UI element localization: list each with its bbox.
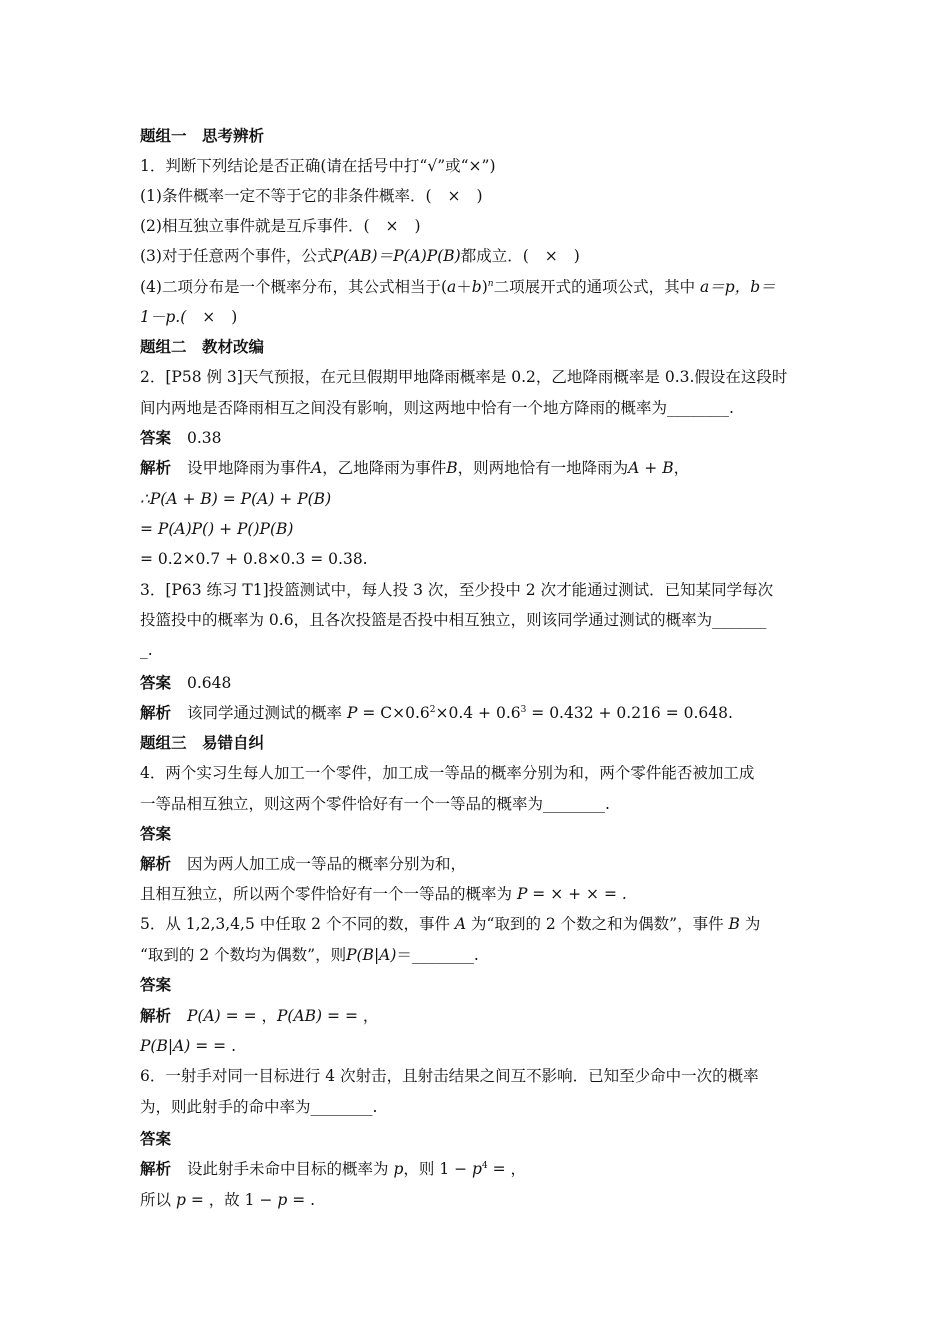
q2-analysis-1: 解析 设甲地降雨为事件A，乙地降雨为事件B，则两地恰有一地降雨为A + B， xyxy=(140,458,690,477)
q1-4-mark: × xyxy=(202,308,216,326)
analysis-label: 解析 xyxy=(140,1159,172,1178)
q5-answer-label: 答案 xyxy=(140,975,172,994)
q3-analysis: 解析 该同学通过测试的概率 $P = C\times 0.6^2\times 0.4 + 0.6^3 = 0.432 + 0.216 = 0.648$. xyxy=(140,703,733,722)
q4-line-2: 一等品相互独立，则这两个零件恰好有一个一等品的概率为________. xyxy=(140,795,610,813)
q1-statement-4-cont: 1－p.( × ) xyxy=(140,308,238,326)
q4-line-1: 4．两个实习生每人加工一个零件，加工成一等品的概率分别为和，两个零件能否被加工成 xyxy=(140,764,755,782)
q4-answer-label: 答案 xyxy=(140,824,172,843)
analysis-label: 解析 xyxy=(140,1006,172,1025)
q5-line-2: “取到的 2 个数均为偶数”，则P(B|A)＝________. xyxy=(140,946,479,964)
q3-answer: 答案 0.648 xyxy=(140,673,232,692)
q2-line-2: 间内两地是否降雨相互之间没有影响，则这两地中恰有一个地方降雨的概率为________. xyxy=(140,399,734,417)
q1-statement-4: (4)二项分布是一个概率分布，其公式相当于$(a+b)^n$二项展开式的通项公式，其中 a＝p，b＝ xyxy=(140,278,776,296)
q6-line-2: 为，则此射手的命中率为________. xyxy=(140,1098,378,1116)
q4-analysis-2: 且相互独立，所以两个零件恰好有一个一等品的概率为 P = × + × = . xyxy=(140,885,627,903)
q6-analysis-1: 解析 设此射手未命中目标的概率为 p，则 $1 - p^4$ = ， xyxy=(140,1159,527,1178)
q5-analysis-1: 解析 P(A) = = ，P(AB) = = ， xyxy=(140,1006,379,1025)
analysis-label: 解析 xyxy=(140,854,172,873)
q1-2-mark: × xyxy=(385,217,399,235)
q2-analysis-2: ∴P(A + B) = P(A) + P(B) xyxy=(140,490,332,508)
q3-line-1: 3．[P63 练习 T1]投篮测试中，每人投 3 次，至少投中 2 次才能通过测试．已知某同学每次 xyxy=(140,581,774,599)
analysis-label: 解析 xyxy=(140,458,172,477)
group2-heading: 题组二 教材改编 xyxy=(140,337,265,356)
q2-analysis-4: = 0.2×0.7 + 0.8×0.3 = 0.38. xyxy=(140,550,368,568)
q3-line-3: _. xyxy=(140,641,153,659)
q1-1-mark: × xyxy=(447,187,461,205)
q6-analysis-2: 所以 p = ，故 1 − p = . xyxy=(140,1191,316,1209)
answer-label: 答案 xyxy=(140,428,172,447)
q2-answer: 答案 0.38 xyxy=(140,428,222,447)
q5-analysis-2: P(B|A) = = . xyxy=(140,1037,237,1055)
group3-heading: 题组三 易错自纠 xyxy=(140,733,265,752)
q3-line-2: 投篮投中的概率为 0.6，且各次投篮是否投中相互独立，则该同学通过测试的概率为_______ xyxy=(140,611,767,629)
q2-line-1: 2．[P58 例 3]天气预报，在元旦假期甲地降雨概率是 0.2，乙地降雨概率是 0.3.假设在这段时 xyxy=(140,368,788,386)
q1-statement-3: (3)对于任意两个事件，公式P(AB)＝P(A)P(B)都成立．( × ) xyxy=(140,247,580,265)
analysis-label: 解析 xyxy=(140,703,172,722)
group1-heading: 题组一 思考辨析 xyxy=(140,126,265,145)
q6-line-1: 6．一射手对同一目标进行 4 次射击，且射击结果之间互不影响．已知至少命中一次的概率 xyxy=(140,1067,759,1085)
q1-statement-2: (2)相互独立事件就是互斥事件．( × ) xyxy=(140,217,421,235)
q1-statement-1: (1)条件概率一定不等于它的非条件概率．( × ) xyxy=(140,187,483,205)
q5-line-1: 5．从 1,2,3,4,5 中任取 2 个不同的数，事件 A 为“取到的 2 个数之和为偶数”，事件 B 为 xyxy=(140,915,761,933)
q6-answer-label: 答案 xyxy=(140,1129,172,1148)
q2-analysis-3: = P(A)P() + P()P(B) xyxy=(140,520,294,538)
q4-analysis-1: 解析 因为两人加工成一等品的概率分别为和， xyxy=(140,854,467,873)
q1-3-mark: × xyxy=(544,247,558,265)
answer-label: 答案 xyxy=(140,673,172,692)
q1-stem: 1．判断下列结论是否正确(请在括号中打“√”或“×”) xyxy=(140,157,496,175)
